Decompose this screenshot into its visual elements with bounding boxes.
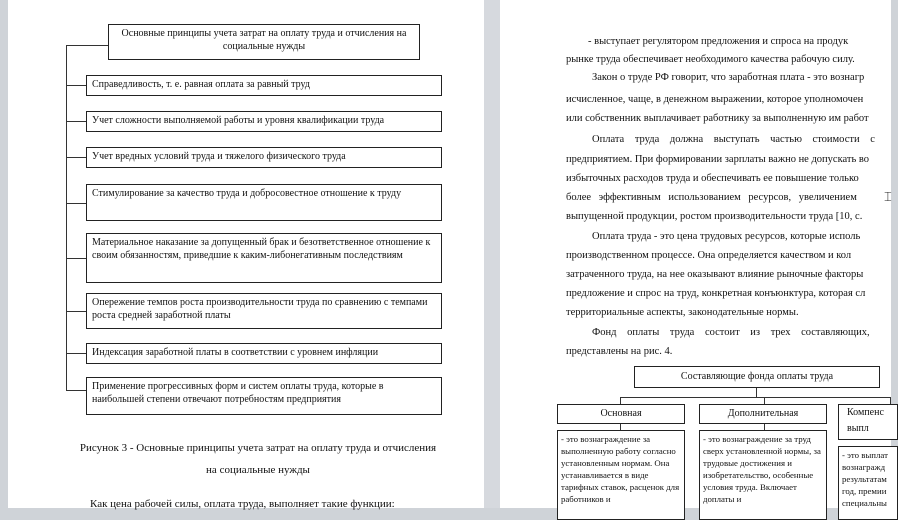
document-page-right <box>500 0 891 508</box>
component-desc-additional <box>699 430 827 520</box>
component-desc: - это вознаграждение за труд сверх установленной нормы, за трудовые достижения и изобретательство, особенные условия труда. Включает доплаты и <box>703 434 821 504</box>
connector <box>890 397 891 404</box>
text-line: - выступает регулятором предложения и спроса на продук <box>588 36 849 47</box>
text-line: предложение и спрос на труд, конкретная конъюнктура, которая сл <box>566 288 866 299</box>
fund-diagram-title-box <box>634 366 880 388</box>
connector <box>756 388 757 397</box>
principle-text: Учет сложности выполняемой работы и уровня квалификации труда <box>92 115 385 126</box>
diagram-title: Основные принципы учета затрат на оплату труда и отчисления на социальные нужды <box>121 28 407 52</box>
text-line: выпущенной продукции, ростом производительности труда [10, с. <box>566 211 863 222</box>
caption-line: на социальные нужды <box>206 464 310 476</box>
text-line: более эффективным использованием ресурсов, увеличением <box>566 192 857 203</box>
connector-spine <box>66 45 67 390</box>
component-label: Основная <box>600 408 642 419</box>
text-cursor-icon: ⌶ <box>884 189 892 204</box>
component-desc-basic <box>557 430 685 520</box>
text-line: Оплата труда - это цена трудовых ресурсов, которые исполь <box>592 231 861 242</box>
connector-title <box>66 45 108 46</box>
text-line: Закон о труде РФ говорит, что заработная плата - это вознагр <box>592 72 865 83</box>
principle-text: Применение прогрессивных форм и систем оплаты труда, которые в наибольшей степени отвечают потребностям предприятия <box>92 381 384 405</box>
body-text: Как цена рабочей силы, оплата труда, выполняет такие функции: <box>90 498 395 510</box>
principle-box <box>86 147 442 168</box>
connector <box>620 397 891 398</box>
text-line: производственном процессе. Она определяется качеством и кол <box>566 250 852 261</box>
connector <box>66 311 86 312</box>
connector <box>66 121 86 122</box>
page-gap <box>484 0 500 508</box>
principle-text: Материальное наказание за допущенный брак и безответственное отношение к своим обязанностям, приведшие к каким-либонегативным последствиям <box>92 237 431 261</box>
text-line: территориальные аспекты, законодательные нормы. <box>566 307 799 318</box>
principle-text: Учет вредных условий труда и тяжелого физического труда <box>92 151 346 162</box>
component-label: Дополнительная <box>727 408 799 419</box>
principle-box <box>86 233 442 283</box>
text-line: Оплата труда должна выступать частью стоимости с <box>592 134 875 145</box>
connector <box>66 157 86 158</box>
component-desc-compensation <box>838 446 898 520</box>
text-line: или собственник выплачивает работнику за выполненную им работ <box>566 113 869 124</box>
principle-box <box>86 184 442 221</box>
text-line: избыточных расходов труда и обеспечивать ее повышение только <box>566 173 859 184</box>
principle-text: Справедливость, т. е. равная оплата за равный труд <box>92 79 310 90</box>
component-box-compensation <box>838 404 898 440</box>
text-line: представлены на рис. 4. <box>566 346 673 357</box>
text-line: исчисленное, чаще, в денежном выражении, которое уполномочен <box>566 94 864 105</box>
document-page-left <box>8 0 484 508</box>
caption-line: Рисунок 3 - Основные принципы учета затрат на оплату труда и отчисления <box>79 442 437 454</box>
principle-text: Опережение темпов роста производительности труда по сравнению с темпами роста средней заработной платы <box>92 297 428 321</box>
connector <box>66 390 86 391</box>
principle-box <box>86 75 442 96</box>
principle-box <box>86 377 442 415</box>
principle-box <box>86 343 442 364</box>
principle-text: Стимулирование за качество труда и добросовестное отношение к труду <box>92 188 402 199</box>
connector <box>764 397 765 404</box>
component-desc: - это выплат вознагражд результатам год, премии специальны <box>842 450 888 508</box>
principle-text: Индексация заработной платы в соответствии с уровнем инфляции <box>92 347 379 358</box>
connector <box>66 353 86 354</box>
component-box-basic <box>557 404 685 424</box>
text-line: предприятием. При формировании зарплаты важно не допускать во <box>566 154 870 165</box>
text-line: Фонд оплаты труда состоит из трех составляющих, <box>592 327 870 338</box>
connector <box>66 85 86 86</box>
text-line: затраченного труда, на нее оказывают влияние рыночные факторы <box>566 269 864 280</box>
diagram-title-box <box>108 24 420 60</box>
component-box-additional <box>699 404 827 424</box>
fund-diagram-title: Составляющие фонда оплаты труда <box>680 371 834 382</box>
connector <box>620 397 621 404</box>
connector <box>66 258 86 259</box>
connector <box>66 203 86 204</box>
principle-box <box>86 111 442 132</box>
figure-caption <box>48 437 468 481</box>
component-label: Компенс выпл <box>847 407 884 434</box>
principle-box <box>86 293 442 329</box>
component-desc: - это вознаграждение за выполненную работу согласно установленным нормам. Она устанавливается в виде тарифных ставок, расценок для работников и <box>561 434 680 504</box>
text-line: рынке труда обеспечивает необходимого качества рабочую силу. <box>566 54 855 65</box>
